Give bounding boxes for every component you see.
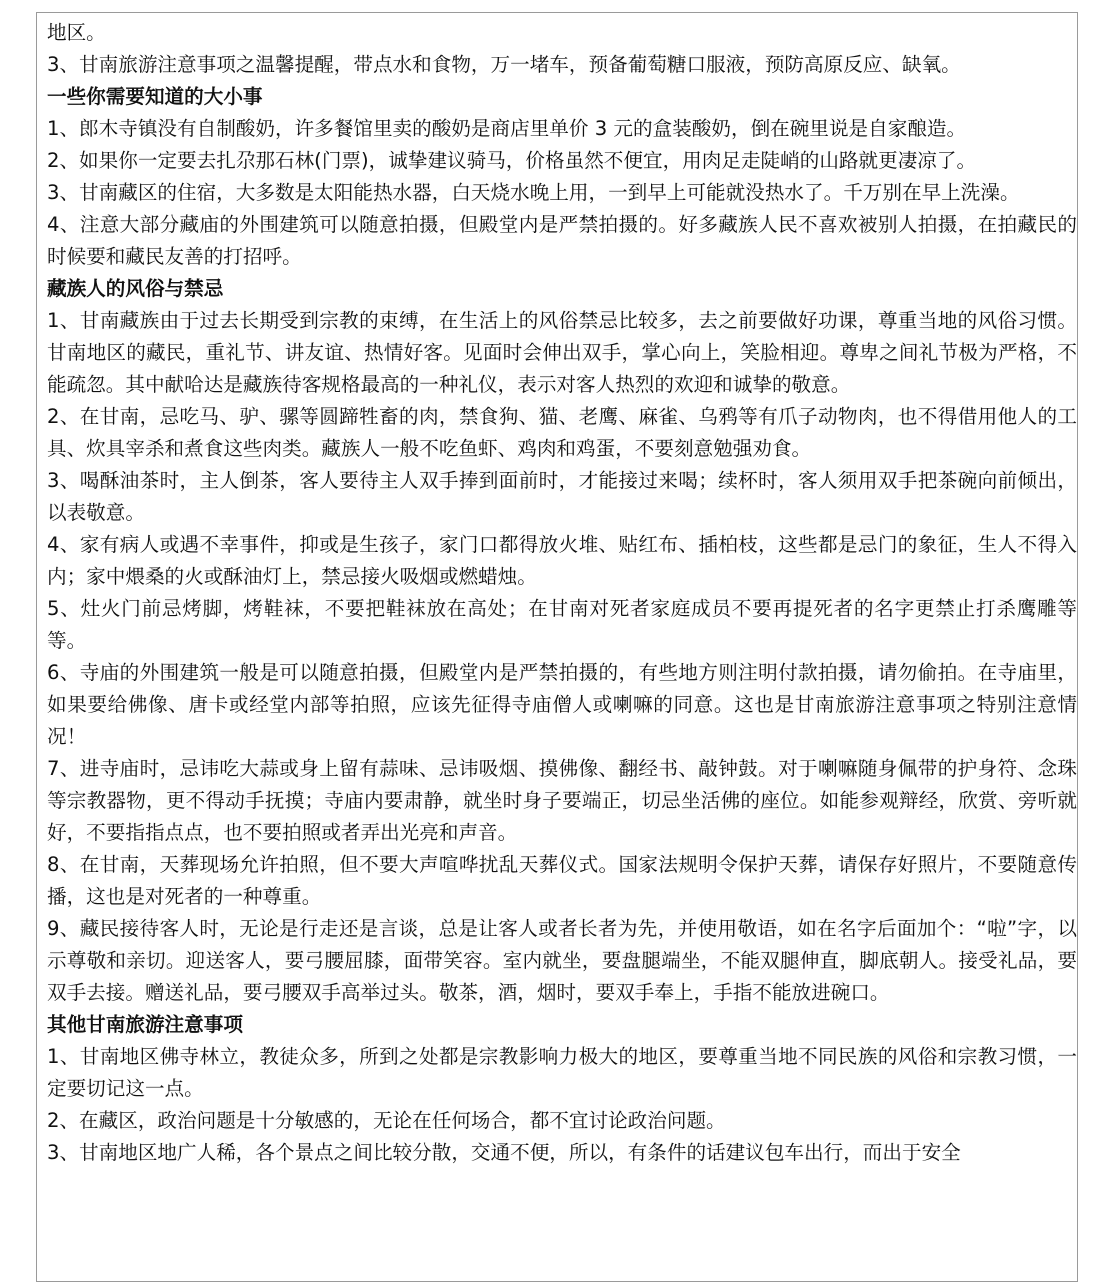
paragraph: 9、藏民接待客人时，无论是行走还是言谈，总是让客人或者长者为先，并使用敬语，如在名字后面加个：“啦”字，以示尊敬和亲切。迎送客人，要弓腰屈膝，面带笑容。室内就坐，要盘腿端坐，不能双腿伸直，脚底朝人。接受礼品，要双手去接。赠送礼品，要弓腰双手高举过头。敬茶，酒，烟时，要双手奉上，手指不能放进碗口。 (47, 917, 1077, 1004)
paragraph: 8、在甘南，天葬现场允许拍照，但不要大声喧哗扰乱天葬仪式。国家法规明令保护天葬，请保存好照片，不要随意传播，这也是对死者的一种尊重。 (47, 853, 1077, 908)
paragraph: 3、喝酥油茶时，主人倒茶，客人要待主人双手捧到面前时，才能接过来喝；续杯时，客人须用双手把茶碗向前倾出，以表敬意。 (47, 469, 1077, 524)
paragraph: 1、郎木寺镇没有自制酸奶，许多餐馆里卖的酸奶是商店里单价 3 元的盒装酸奶，倒在碗里说是自家酿造。 (47, 117, 967, 140)
paragraph: 2、如果你一定要去扎尕那石林(门票)，诚挚建议骑马，价格虽然不便宜，用肉足走陡峭的山路就更凄凉了。 (47, 149, 977, 172)
paragraph: 1、甘南地区佛寺林立，教徒众多，所到之处都是宗教影响力极大的地区，要尊重当地不同民族的风俗和宗教习惯，一定要切记这一点。 (47, 1045, 1077, 1100)
paragraph: 4、注意大部分藏庙的外围建筑可以随意拍摄，但殿堂内是严禁拍摄的。好多藏族人民不喜欢被别人拍摄，在拍藏民的时候要和藏民友善的打招呼。 (47, 213, 1077, 268)
paragraph: 2、在藏区，政治问题是十分敏感的，无论在任何场合，都不宜讨论政治问题。 (47, 1109, 726, 1132)
paragraph: 4、家有病人或遇不幸事件，抑或是生孩子，家门口都得放火堆、贴红布、插柏枝，这些都是忌门的象征，生人不得入内；家中煨桑的火或酥油灯上，禁忌接火吸烟或燃蜡烛。 (47, 533, 1077, 588)
section-heading: 一些你需要知道的大小事 (47, 85, 263, 108)
section-heading: 其他甘南旅游注意事项 (47, 1013, 243, 1036)
document-content (47, 17, 1077, 1169)
paragraph: 6、寺庙的外围建筑一般是可以随意拍摄，但殿堂内是严禁拍摄的，有些地方则注明付款拍摄，请勿偷拍。在寺庙里，如果要给佛像、唐卡或经堂内部等拍照，应该先征得寺庙僧人或喇嘛的同意。这也是甘南旅游注意事项之特别注意情况！ (47, 661, 1077, 748)
paragraph: 3、甘南地区地广人稀，各个景点之间比较分散，交通不便，所以，有条件的话建议包车出行，而出于安全 (47, 1141, 961, 1164)
paragraph: 1、甘南藏族由于过去长期受到宗教的束缚，在生活上的风俗禁忌比较多，去之前要做好功课，尊重当地的风俗习惯。甘南地区的藏民，重礼节、讲友谊、热情好客。见面时会伸出双手，掌心向上，笑脸相迎。尊卑之间礼节极为严格，不能疏忽。其中献哈达是藏族待客规格最高的一种礼仪，表示对客人热烈的欢迎和诚挚的敬意。 (47, 309, 1077, 396)
document-frame (36, 12, 1078, 1282)
paragraph: 5、灶火门前忌烤脚，烤鞋袜，不要把鞋袜放在高处；在甘南对死者家庭成员不要再提死者的名字更禁止打杀鹰雕等等。 (47, 597, 1077, 652)
paragraph: 2、在甘南，忌吃马、驴、骡等圆蹄牲畜的肉，禁食狗、猫、老鹰、麻雀、乌鸦等有爪子动物肉，也不得借用他人的工具、炊具宰杀和煮食这些肉类。藏族人一般不吃鱼虾、鸡肉和鸡蛋，不要刻意勉强劝食。 (47, 405, 1077, 460)
section-heading: 藏族人的风俗与禁忌 (47, 277, 224, 300)
paragraph: 7、进寺庙时，忌讳吃大蒜或身上留有蒜味、忌讳吸烟、摸佛像、翻经书、敲钟鼓。对于喇嘛随身佩带的护身符、念珠等宗教器物，更不得动手抚摸；寺庙内要肃静，就坐时身子要端正，切忌坐活佛的座位。如能参观辩经，欣赏、旁听就好，不要指指点点，也不要拍照或者弄出光亮和声音。 (47, 757, 1077, 844)
paragraph: 3、甘南藏区的住宿，大多数是太阳能热水器，白天烧水晚上用，一到早上可能就没热水了。千万别在早上洗澡。 (47, 181, 1020, 204)
paragraph: 3、甘南旅游注意事项之温馨提醒，带点水和食物，万一堵车，预备葡萄糖口服液，预防高原反应、缺氧。 (47, 53, 961, 76)
paragraph: 地区。 (47, 21, 106, 44)
